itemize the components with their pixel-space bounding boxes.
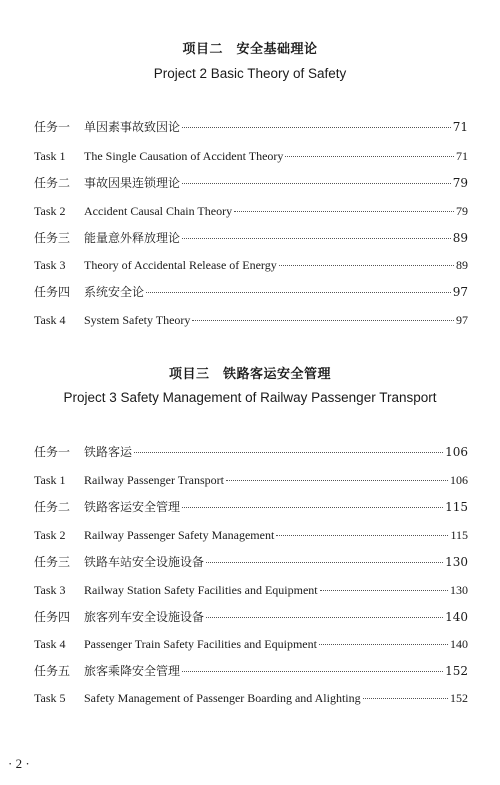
task-title: 旅客乘降安全管理: [84, 664, 181, 678]
toc-entry[interactable]: [34, 473, 468, 487]
leader-dots: [182, 671, 443, 672]
page-ref: 115: [450, 528, 468, 542]
toc-entry[interactable]: [34, 149, 468, 163]
leader-dots: [146, 292, 451, 293]
page-ref: 130: [450, 583, 468, 597]
task-title: 铁路客运: [84, 445, 133, 459]
page-ref: 71: [452, 120, 468, 134]
page-ref: 89: [456, 258, 468, 272]
toc-entry[interactable]: [34, 583, 468, 597]
page-ref: 106: [445, 445, 468, 459]
page-ref: 71: [456, 149, 468, 163]
leader-dots: [182, 183, 451, 184]
toc-entry[interactable]: [34, 231, 468, 245]
leader-dots: [234, 211, 454, 212]
task-number: 任务一: [34, 445, 71, 459]
task-number: 任务四: [34, 285, 71, 299]
leader-dots: [192, 320, 454, 321]
toc-entry[interactable]: [34, 691, 468, 705]
page-ref: 97: [456, 313, 468, 327]
page-ref: 152: [450, 691, 468, 705]
leader-dots: [134, 452, 443, 453]
page-number: · 2 ·: [8, 756, 30, 771]
task-title: 铁路客运安全管理: [84, 500, 181, 514]
leader-dots: [182, 127, 451, 128]
toc-entry[interactable]: [34, 176, 468, 190]
toc-entry[interactable]: [34, 555, 468, 569]
leader-dots: [285, 156, 454, 157]
task-title: System Safety Theory: [84, 313, 191, 327]
leader-dots: [279, 265, 454, 266]
project-3-title-en: Project 3 Safety Management of Railway Passenger Transport: [63, 390, 437, 405]
task-title: Railway Station Safety Facilities and Equipment: [84, 583, 318, 597]
page-ref: 140: [445, 610, 468, 624]
page-ref: 115: [445, 500, 468, 514]
task-number: Task 5: [34, 691, 66, 705]
task-number: Task 2: [34, 528, 66, 542]
task-title: Railway Passenger Transport: [84, 473, 224, 487]
toc-entry[interactable]: [34, 637, 468, 651]
page-ref: 89: [452, 231, 468, 245]
task-number: Task 2: [34, 204, 66, 218]
leader-dots: [320, 590, 448, 591]
leader-dots: [226, 480, 448, 481]
page-ref: 140: [450, 637, 468, 651]
page-ref: 130: [445, 555, 468, 569]
toc-entry[interactable]: [34, 313, 468, 327]
toc-entry[interactable]: [34, 204, 468, 218]
toc-entry[interactable]: [34, 500, 468, 514]
leader-dots: [276, 535, 448, 536]
leader-dots: [182, 507, 443, 508]
task-title: Passenger Train Safety Facilities and Equipment: [84, 637, 317, 651]
toc-entry[interactable]: [34, 445, 468, 459]
task-number: 任务三: [34, 231, 71, 245]
task-title: 事故因果连锁理论: [84, 176, 181, 190]
toc-entry[interactable]: [34, 285, 468, 299]
task-number: Task 1: [34, 149, 66, 163]
task-title: The Single Causation of Accident Theory: [84, 149, 284, 163]
task-number: Task 3: [34, 583, 66, 597]
task-number: 任务一: [34, 120, 71, 134]
task-number: 任务三: [34, 555, 71, 569]
task-title: 系统安全论: [84, 285, 145, 299]
task-title: 单因素事故致因论: [84, 120, 181, 134]
project-3-title-cn: 项目三 铁路客运安全管理: [168, 367, 331, 382]
leader-dots: [182, 238, 451, 239]
page-ref: 152: [445, 664, 468, 678]
task-number: 任务五: [34, 664, 71, 678]
toc-entry[interactable]: [34, 120, 468, 134]
task-number: 任务二: [34, 500, 71, 514]
task-number: 任务二: [34, 176, 71, 190]
page-ref: 97: [452, 285, 468, 299]
task-title: Railway Passenger Safety Management: [84, 528, 275, 542]
page-ref: 106: [450, 473, 468, 487]
leader-dots: [319, 644, 448, 645]
task-number: Task 4: [34, 637, 66, 651]
task-title: Theory of Accidental Release of Energy: [84, 258, 277, 272]
task-title: 能量意外释放理论: [84, 231, 181, 245]
toc-entry[interactable]: [34, 610, 468, 624]
leader-dots: [206, 617, 443, 618]
project-2-title-en: Project 2 Basic Theory of Safety: [153, 66, 347, 81]
task-number: Task 3: [34, 258, 66, 272]
task-number: Task 4: [34, 313, 66, 327]
page-ref: 79: [452, 176, 468, 190]
page-ref: 79: [456, 204, 468, 218]
task-title: Safety Management of Passenger Boarding and Alighting: [84, 691, 361, 705]
leader-dots: [206, 562, 443, 563]
toc-entry[interactable]: [34, 258, 468, 272]
toc-entry[interactable]: [34, 528, 468, 542]
leader-dots: [363, 698, 448, 699]
task-number: Task 1: [34, 473, 66, 487]
toc-entry[interactable]: [34, 664, 468, 678]
task-number: 任务四: [34, 610, 71, 624]
task-title: 铁路车站安全设施设备: [84, 555, 205, 569]
task-title: Accident Causal Chain Theory: [84, 204, 233, 218]
task-title: 旅客列车安全设施设备: [84, 610, 205, 624]
project-2-title-cn: 项目二 安全基础理论: [182, 42, 318, 57]
